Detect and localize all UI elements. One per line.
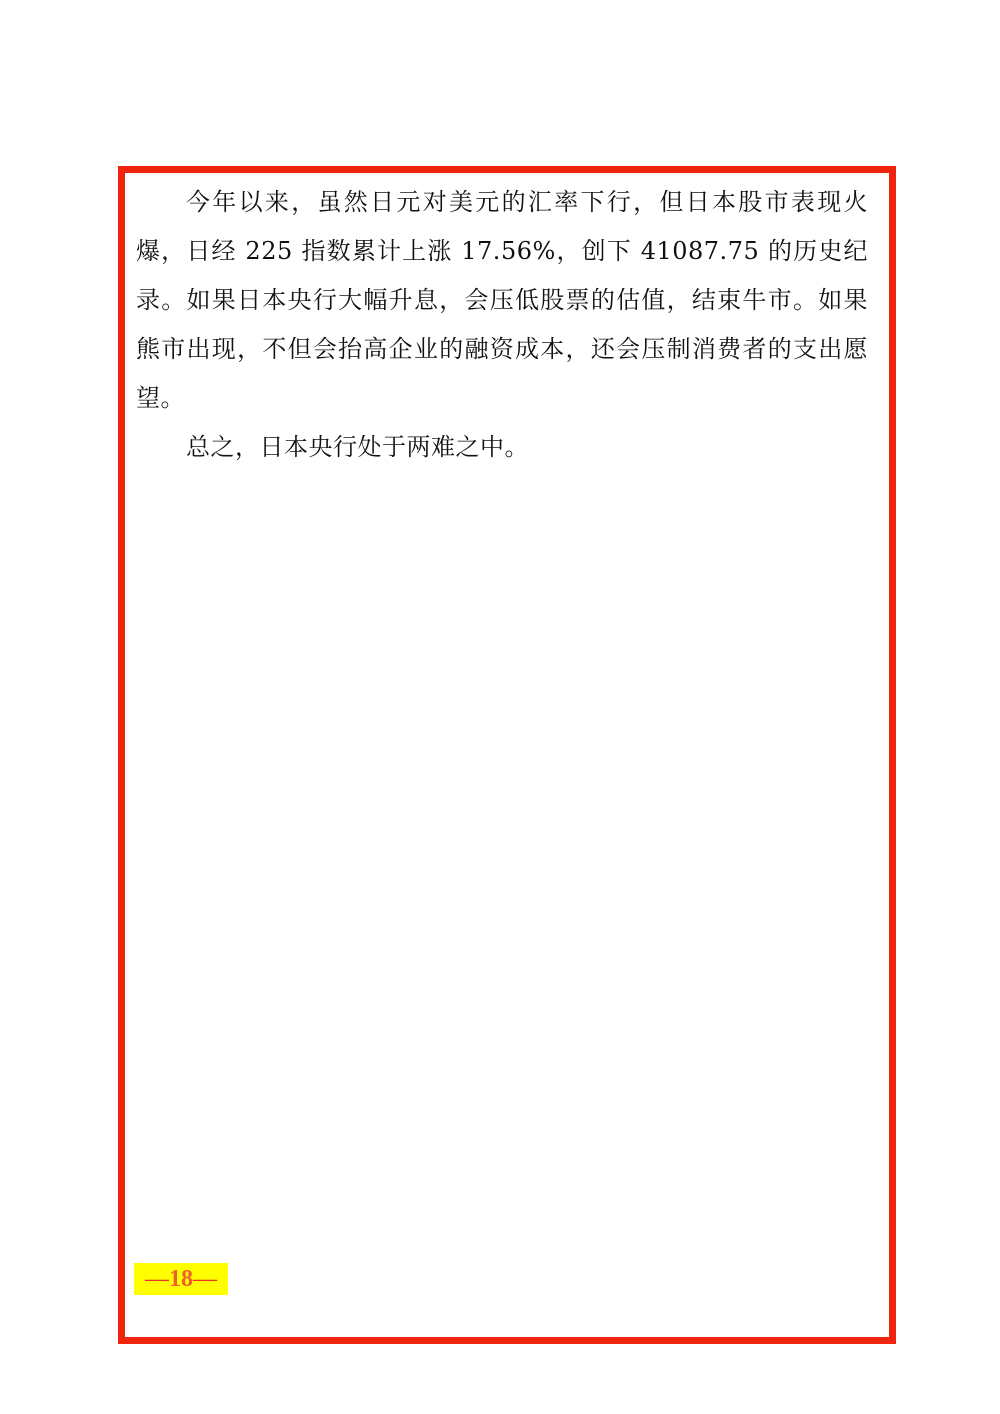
page-number-dash-right: — (193, 1266, 217, 1292)
article-body (136, 178, 868, 472)
paragraph-1: 今年以来，虽然日元对美元的汇率下行，但日本股市表现火爆，日经 225 指数累计上涨 17.56%，创下 41087.75 的历史纪录。如果日本央行大幅升息，会压低股票的估值，结束牛市。如果熊市出现，不但会抬高企业的融资成本，还会压制消费者的支出愿望。 (136, 188, 868, 412)
page-number: 18 (169, 1266, 193, 1292)
page-number-badge (134, 1263, 228, 1295)
paragraph-2: 总之，日本央行处于两难之中。 (186, 433, 529, 461)
page-number-dash-left: — (145, 1266, 169, 1292)
